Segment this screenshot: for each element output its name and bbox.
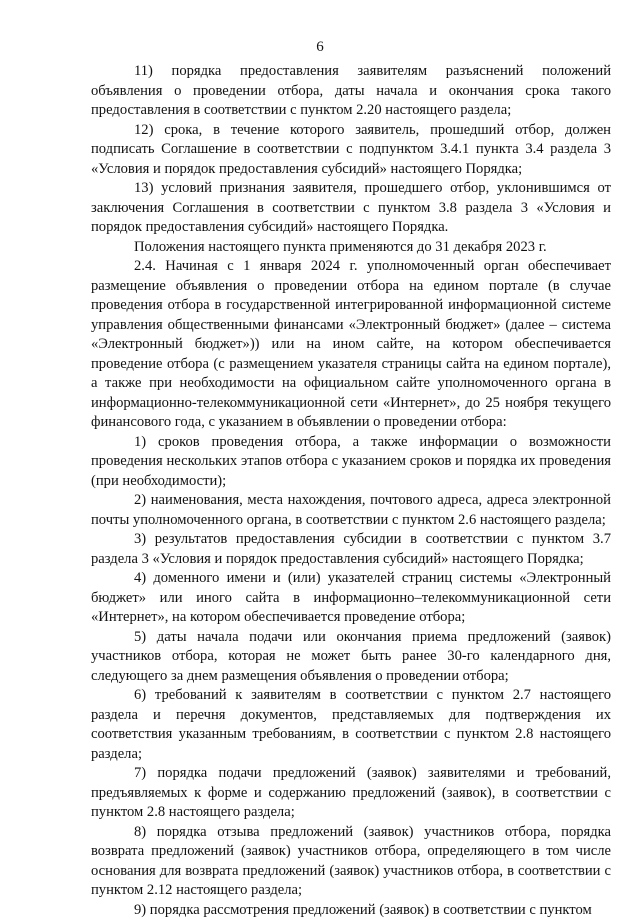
paragraph-item-11: 11) порядка предоставления заявителям разъяснений положений объявления о проведении отбора, даты начала и окончания срока такого предоставления в соответствии с пунктом 2.20 настоящего раздела; [91, 62, 611, 121]
paragraph-item-7: 7) порядка подачи предложений (заявок) заявителями и требований, предъявляемых к форме и содержанию предложений (заявок), в соответствии с пунктом 2.8 настоящего раздела; [91, 764, 611, 823]
paragraph-item-8: 8) порядка отзыва предложений (заявок) участников отбора, порядка возврата предложений (заявок) участников отбора, определяющего в том числе основания для возврата предложений (заявок) участников отбора, в соответствии с пунктом 2.12 настоящего раздела; [91, 823, 611, 901]
paragraph-item-9: 9) порядка рассмотрения предложений (заявок) в соответствии с пунктом [91, 901, 611, 920]
paragraph-item-1: 1) сроков проведения отбора, а также информации о возможности проведения нескольких этапов отбора с указанием сроков и порядка их проведения (при необходимости); [91, 433, 611, 492]
paragraph-item-4: 4) доменного имени и (или) указателей страниц системы «Электронный бюджет» или иного сайта в информационно–телекоммуникационной сети «Интернет», на котором обеспечивается проведение отбора; [91, 569, 611, 628]
paragraph-item-12: 12) срока, в течение которого заявитель, прошедший отбор, должен подписать Соглашение в соответствии с подпунктом 3.4.1 пункта 3.4 раздела 3 «Условия и порядок предоставления субсидий» настоящего Порядка; [91, 121, 611, 180]
paragraph-item-13: 13) условий признания заявителя, прошедшего отбор, уклонившимся от заключения Соглашения в соответствии с пунктом 3.8 раздела 3 «Условия и порядок предоставления субсидий» настоящего Порядка. [91, 179, 611, 238]
paragraph-clause-2-4: 2.4. Начиная с 1 января 2024 г. уполномоченный орган обеспечивает размещение объявления о проведении отбора на едином портале (в случае проведения отбора в государственной интегрированной информационной системе управления общественными финансами «Электронный бюджет» (далее – система «Электронный бюджет»)) или на ином сайте, на котором обеспечивается проведение отбора (с размещением указателя страницы сайта на едином портале), а также при необходимости на официальном сайте уполномоченного органа в информационно-телекоммуникационной сети «Интернет», до 25 ноября текущего финансового года, с указанием в объявлении о проведении отбора: [91, 257, 611, 433]
page-number: 6 [0, 38, 640, 56]
document-body [91, 62, 611, 920]
paragraph-item-2: 2) наименования, места нахождения, почтового адреса, адреса электронной почты уполномоченного органа, в соответствии с пунктом 2.6 настоящего раздела; [91, 491, 611, 530]
paragraph-item-3: 3) результатов предоставления субсидии в соответствии с пунктом 3.7 раздела 3 «Условия и порядок предоставления субсидий» настоящего Порядка; [91, 530, 611, 569]
paragraph-validity-note: Положения настоящего пункта применяются до 31 декабря 2023 г. [91, 238, 611, 258]
paragraph-item-5: 5) даты начала подачи или окончания приема предложений (заявок) участников отбора, которая не может быть ранее 30-го календарного дня, следующего за днем размещения объявления о проведении отбора; [91, 628, 611, 687]
paragraph-item-6: 6) требований к заявителям в соответствии с пунктом 2.7 настоящего раздела и перечня документов, представляемых для подтверждения их соответствия указанным требованиям, в соответствии с пунктом 2.8 настоящего раздела; [91, 686, 611, 764]
